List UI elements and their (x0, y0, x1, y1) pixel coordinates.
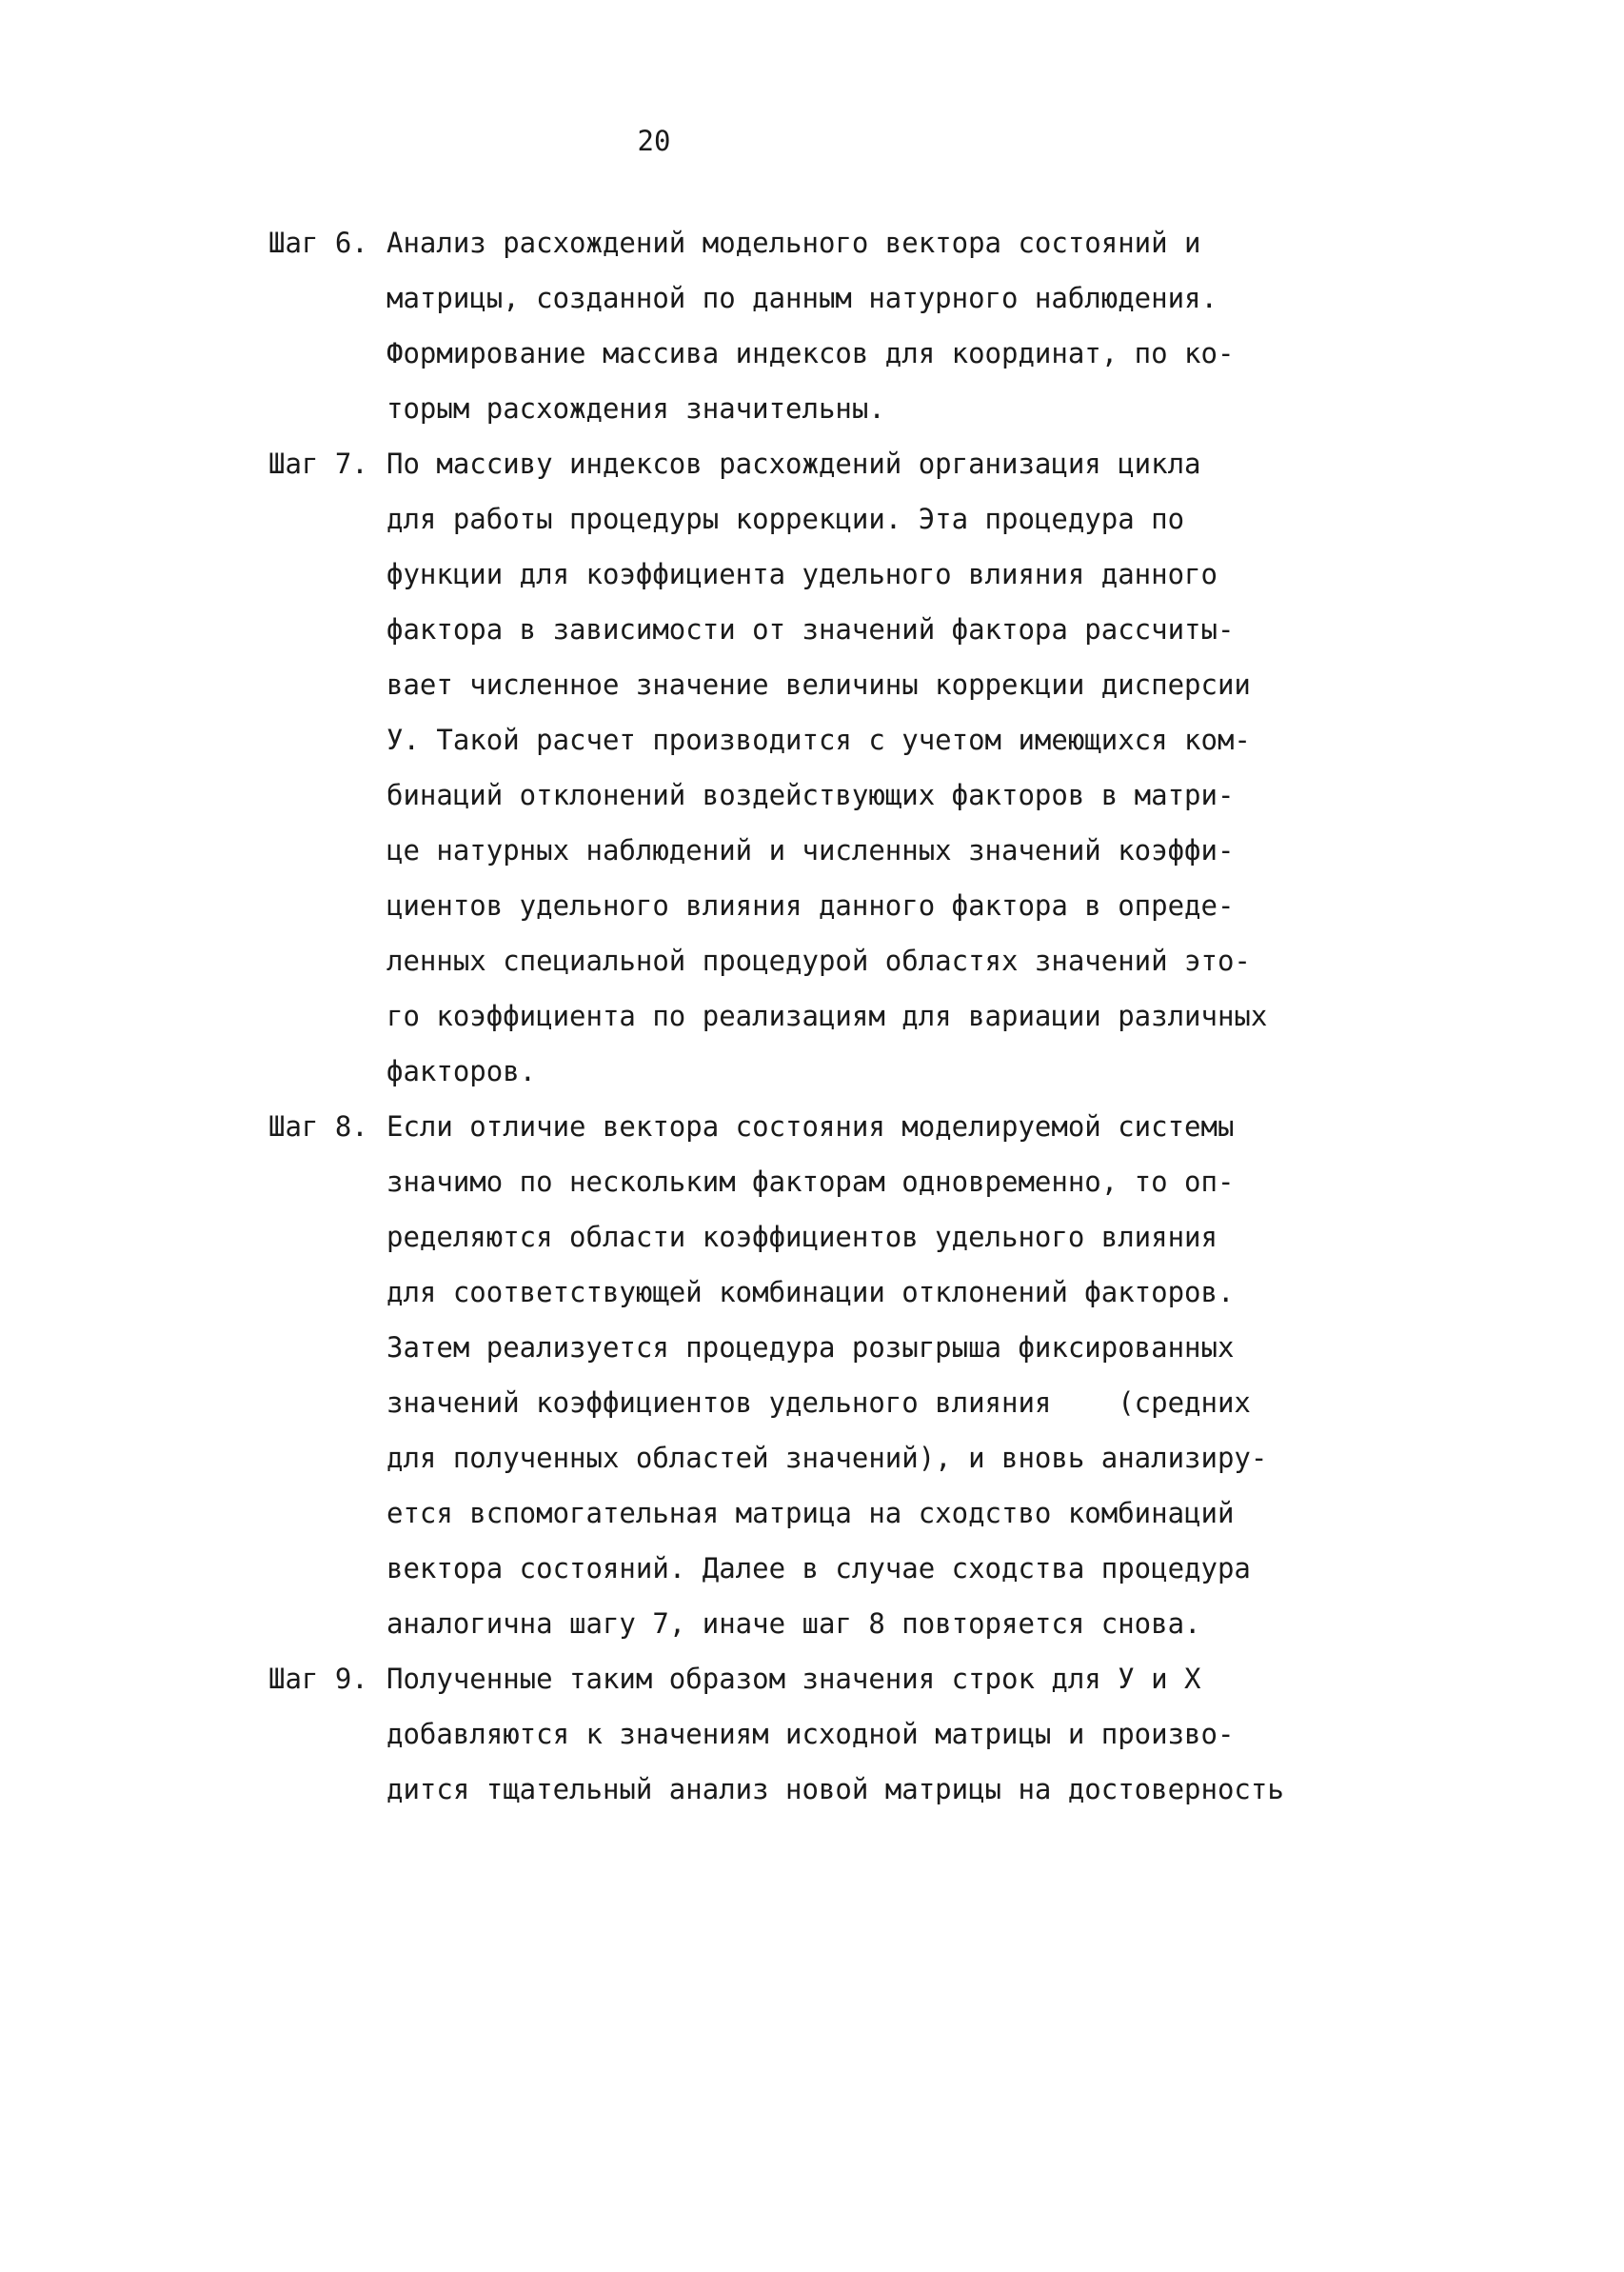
text-line: торым расхождения значительны. (386, 392, 885, 425)
text-line: ределяются области коэффициентов удельного влияния (386, 1221, 1218, 1253)
step-text (386, 436, 1267, 1099)
step-8 (268, 1099, 1316, 1651)
text-line: значений коэффициентов удельного влияния (средних (386, 1386, 1251, 1419)
step-text (386, 1651, 1284, 1817)
text-line: матрицы, созданной по данным натурного наблюдения. (386, 282, 1218, 314)
text-line: циентов удельного влияния данного фактора в опреде- (386, 889, 1235, 922)
text-line: ленных специальной процедурой областях значений это- (386, 945, 1251, 977)
step-label: Шаг 6. (268, 227, 368, 259)
text-line: аналогична шагу 7, иначе шаг 8 повторяется снова. (386, 1607, 1201, 1640)
text-line: Полученные таким образом значения строк для У и Х (386, 1663, 1201, 1695)
step-7 (268, 436, 1316, 1099)
text-line: У. Такой расчет производится с учетом имеющихся ком- (386, 724, 1251, 756)
text-line: Формирование массива индексов для координат, по ко- (386, 337, 1235, 369)
step-text (386, 1099, 1267, 1651)
text-line: фактора в зависимости от значений фактора рассчиты- (386, 613, 1235, 646)
text-line: ется вспомогательная матрица на сходство комбинаций (386, 1497, 1235, 1529)
text-line: для соответствующей комбинации отклонений факторов. (386, 1276, 1235, 1308)
page-number: 20 (637, 125, 671, 157)
text-line: добавляются к значениям исходной матрицы и произво- (386, 1718, 1235, 1750)
text-line: для работы процедуры коррекции. Эта процедура по (386, 503, 1185, 535)
text-line: Если отличие вектора состояния моделируемой системы (386, 1110, 1235, 1143)
text-line: По массиву индексов расхождений организация цикла (386, 448, 1201, 480)
text-line: Затем реализуется процедура розыгрыша фиксированных (386, 1331, 1235, 1364)
step-text (386, 215, 1234, 436)
steps-list (268, 215, 1316, 1817)
text-line: Анализ расхождений модельного вектора состояний и (386, 227, 1201, 259)
step-9 (268, 1651, 1316, 1817)
text-line: дится тщательный анализ новой матрицы на достоверность (386, 1773, 1284, 1805)
text-line: вает численное значение величины коррекции дисперсии (386, 668, 1251, 701)
step-label: Шаг 9. (268, 1663, 368, 1695)
text-line: значимо по нескольким факторам одновременно, то оп- (386, 1166, 1235, 1198)
text-line: для полученных областей значений), и вновь анализиру- (386, 1442, 1268, 1474)
step-label: Шаг 7. (268, 448, 368, 480)
text-line: го коэффициента по реализациям для вариации различных (386, 1000, 1268, 1032)
step-6 (268, 215, 1316, 436)
text-line: функции для коэффициента удельного влияния данного (386, 558, 1218, 590)
step-label: Шаг 8. (268, 1110, 368, 1143)
text-line: бинаций отклонений воздействующих факторов в матри- (386, 779, 1235, 811)
text-line: це натурных наблюдений и численных значений коэффи- (386, 834, 1235, 867)
text-line: факторов. (386, 1055, 537, 1087)
text-line: вектора состояний. Далее в случае сходства процедура (386, 1552, 1251, 1584)
